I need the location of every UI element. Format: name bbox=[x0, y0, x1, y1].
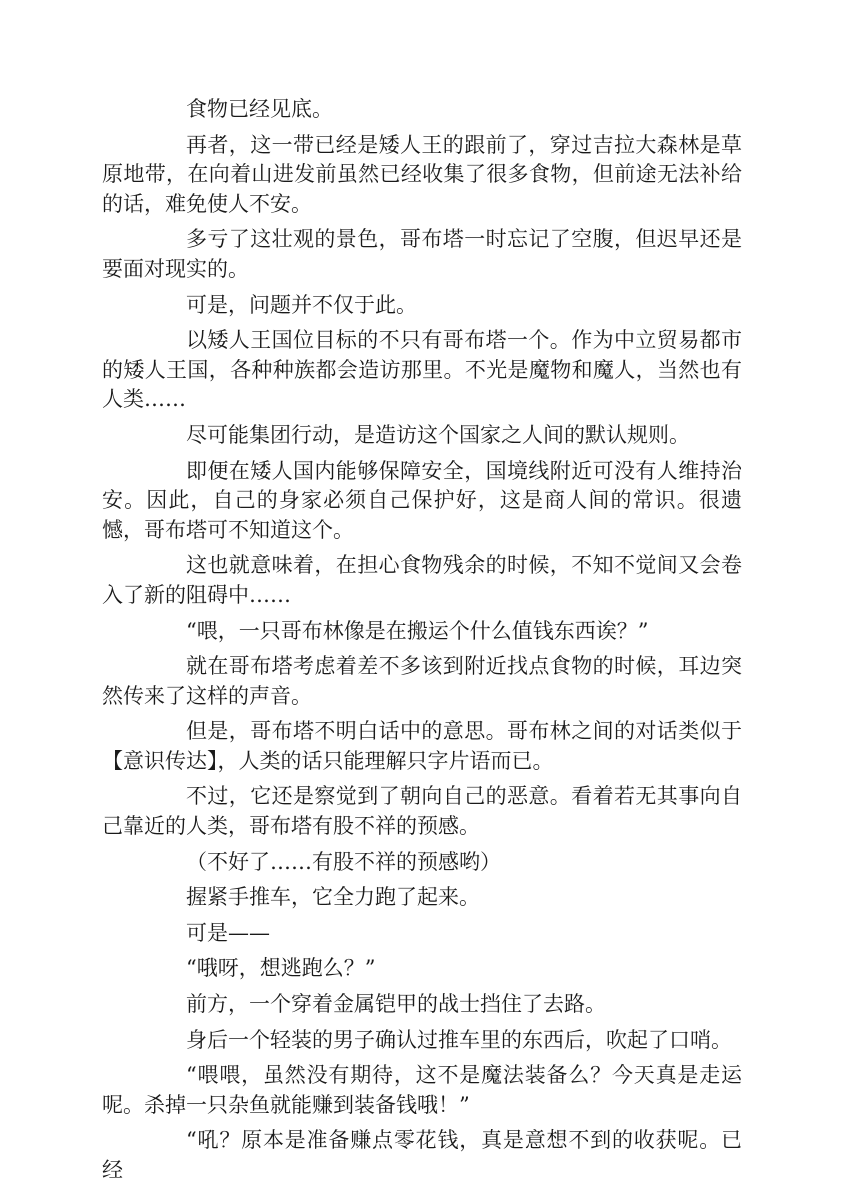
body-text bbox=[102, 95, 742, 1192]
paragraph: 可是，问题并不仅于此。 bbox=[186, 292, 417, 317]
paragraph: 这也就意味着，在担心食物残余的时候，不知不觉间又会卷入了新的阻碍中…… bbox=[102, 553, 742, 607]
paragraph: 身后一个轻装的男子确认过推车里的东西后，吹起了口哨。 bbox=[186, 1027, 732, 1052]
paragraph: 多亏了这壮观的景色，哥布塔一时忘记了空腹，但迟早还是要面对现实的。 bbox=[102, 227, 742, 281]
paragraph: 前方，一个穿着金属铠甲的战士挡住了去路。 bbox=[186, 992, 606, 1017]
paragraph: 握紧手推车，它全力跑了起来。 bbox=[186, 885, 480, 910]
paragraph: （不好了……有股不祥的预感哟） bbox=[186, 849, 501, 874]
paragraph: 即便在矮人国内能够保障安全，国境线附近可没有人维持治安。因此，自己的身家必须自己保护好，这是商人间的常识。很遗憾，哥布塔可不知道这个。 bbox=[102, 458, 742, 542]
paragraph: 就在哥布塔考虑着差不多该到附近找点食物的时候，耳边突然传来了这样的声音。 bbox=[102, 654, 742, 708]
paragraph: 食物已经见底。 bbox=[186, 97, 333, 121]
paragraph: “吼？原本是准备赚点零花钱，真是意想不到的收获呢。已经 bbox=[102, 1128, 742, 1182]
paragraph: 尽可能集团行动，是造访这个国家之人间的默认规则。 bbox=[186, 422, 690, 447]
paragraph: 再者，这一带已经是矮人王的跟前了，穿过吉拉大森林是草原地带，在向着山进发前虽然已经收集了很多食物，但前途无法补给的话，难免使人不安。 bbox=[102, 132, 742, 216]
paragraph: “喂喂，虽然没有期待，这不是魔法装备么？今天真是走运呢。杀掉一只杂鱼就能赚到装备钱哦！” bbox=[102, 1063, 742, 1117]
paragraph: 不过，它还是察觉到了朝向自己的恶意。看着若无其事向自己靠近的人类，哥布塔有股不祥的预感。 bbox=[102, 784, 742, 839]
paragraph: “哦呀，想逃跑么？” bbox=[186, 956, 376, 981]
paragraph: “喂，一只哥布林像是在搬运个什么值钱东西诶？” bbox=[186, 618, 649, 643]
paragraph: 以矮人王国位目标的不只有哥布塔一个。作为中立贸易都市的矮人王国，各种种族都会造访那里。不光是魔物和魔人，当然也有人类…… bbox=[102, 328, 742, 412]
paragraph: 但是，哥布塔不明白话中的意思。哥布林之间的对话类似于【意识传达】，人类的话只能理解只字片语而已。 bbox=[102, 719, 742, 773]
paragraph: 可是—— bbox=[186, 920, 270, 945]
